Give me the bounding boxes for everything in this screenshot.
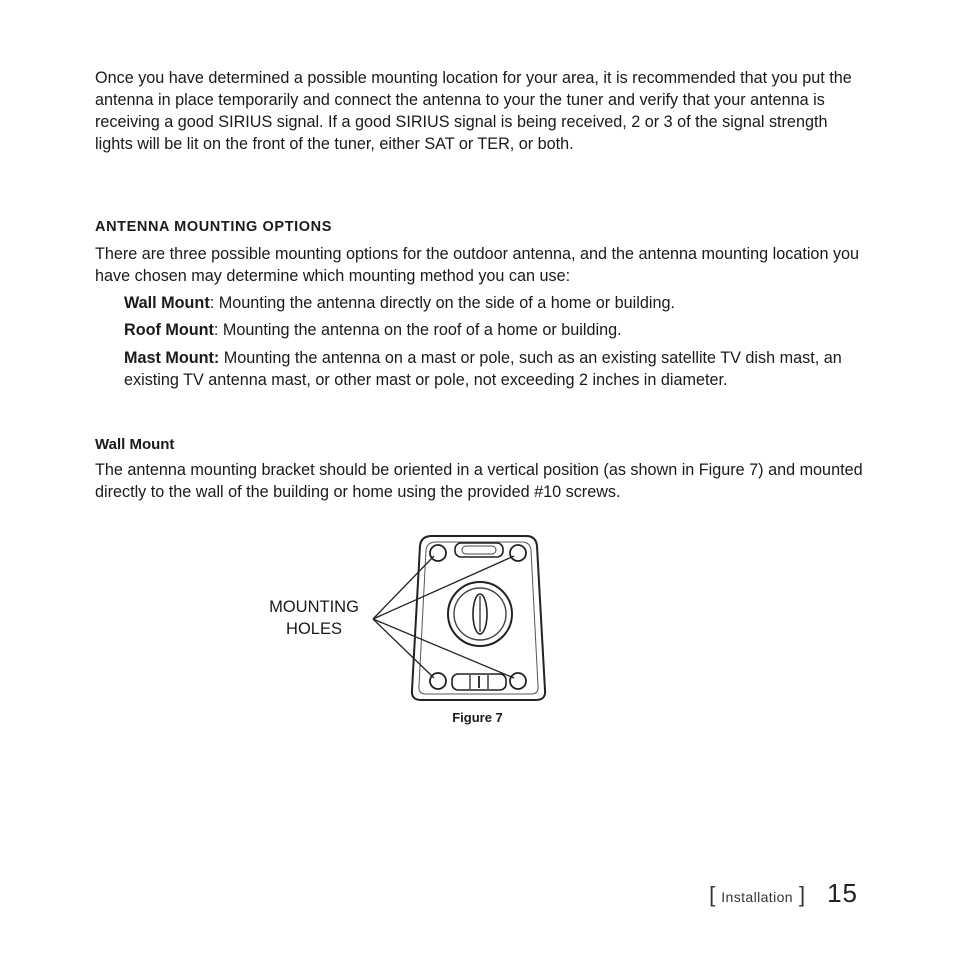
center-dial-inner xyxy=(454,588,506,640)
top-slot-inner xyxy=(462,546,496,554)
option-text: Mounting the antenna on a mast or pole, such as an existing satellite TV dish mast, an existing TV antenna mast, or other mast or pole, not exceeding 2 inches in diameter. xyxy=(124,349,842,389)
mounting-hole-bottom-right xyxy=(510,673,526,689)
mounting-hole-top-left xyxy=(430,545,446,561)
bracket-inner-outline xyxy=(419,542,538,694)
option-roof-mount xyxy=(124,319,854,341)
label-line-1: MOUNTING xyxy=(269,598,359,616)
footer-bracket-close: ] xyxy=(798,882,806,907)
figure-caption: Figure 7 xyxy=(452,710,503,725)
option-mast-mount xyxy=(124,347,864,391)
bottom-slot xyxy=(452,674,506,690)
option-wall-mount xyxy=(124,292,854,314)
option-term: Wall Mount xyxy=(124,294,210,312)
center-dial-knob xyxy=(473,594,487,634)
intro-paragraph: Once you have determined a possible mounting location for your area, it is recommended that you put the antenna in place temporarily and connect the antenna to your the tuner and verify that your antenna is receiving a good SIRIUS signal. If a good SIRIUS signal is being received, 2 or 3 of the signal strength lights will be lit on the front of the tuner, either SAT or TER, or both. xyxy=(95,69,852,153)
mounting-hole-bottom-left xyxy=(430,673,446,689)
footer-bracket-open: [ xyxy=(709,882,716,907)
wall-mount-subheading: Wall Mount xyxy=(95,436,175,453)
page-number: 15 xyxy=(827,878,858,908)
mounting-holes-label xyxy=(254,596,374,640)
wall-mount-paragraph: The antenna mounting bracket should be oriented in a vertical position (as shown in Figure 7) and mounted directly to the wall of the building or home using the provided #10 screws. xyxy=(95,461,863,501)
label-line-2: HOLES xyxy=(286,620,342,638)
page-footer xyxy=(709,878,858,909)
option-term: Mast Mount: xyxy=(124,349,220,367)
mounting-hole-top-right xyxy=(510,545,526,561)
bracket-outline xyxy=(412,536,545,700)
option-term: Roof Mount xyxy=(124,321,214,339)
section-heading: ANTENNA MOUNTING OPTIONS xyxy=(95,219,332,235)
option-text: : Mounting the antenna on the roof of a home or building. xyxy=(213,321,622,339)
footer-section-name: Installation xyxy=(721,889,793,905)
options-intro-paragraph: There are three possible mounting options for the outdoor antenna, and the antenna mounting location you have chosen may determine which mounting method you can use: xyxy=(95,245,860,285)
option-text: : Mounting the antenna directly on the side of a home or building. xyxy=(209,294,675,312)
leader-lines xyxy=(373,556,514,678)
top-slot xyxy=(455,543,503,557)
center-dial-outer xyxy=(448,582,512,646)
